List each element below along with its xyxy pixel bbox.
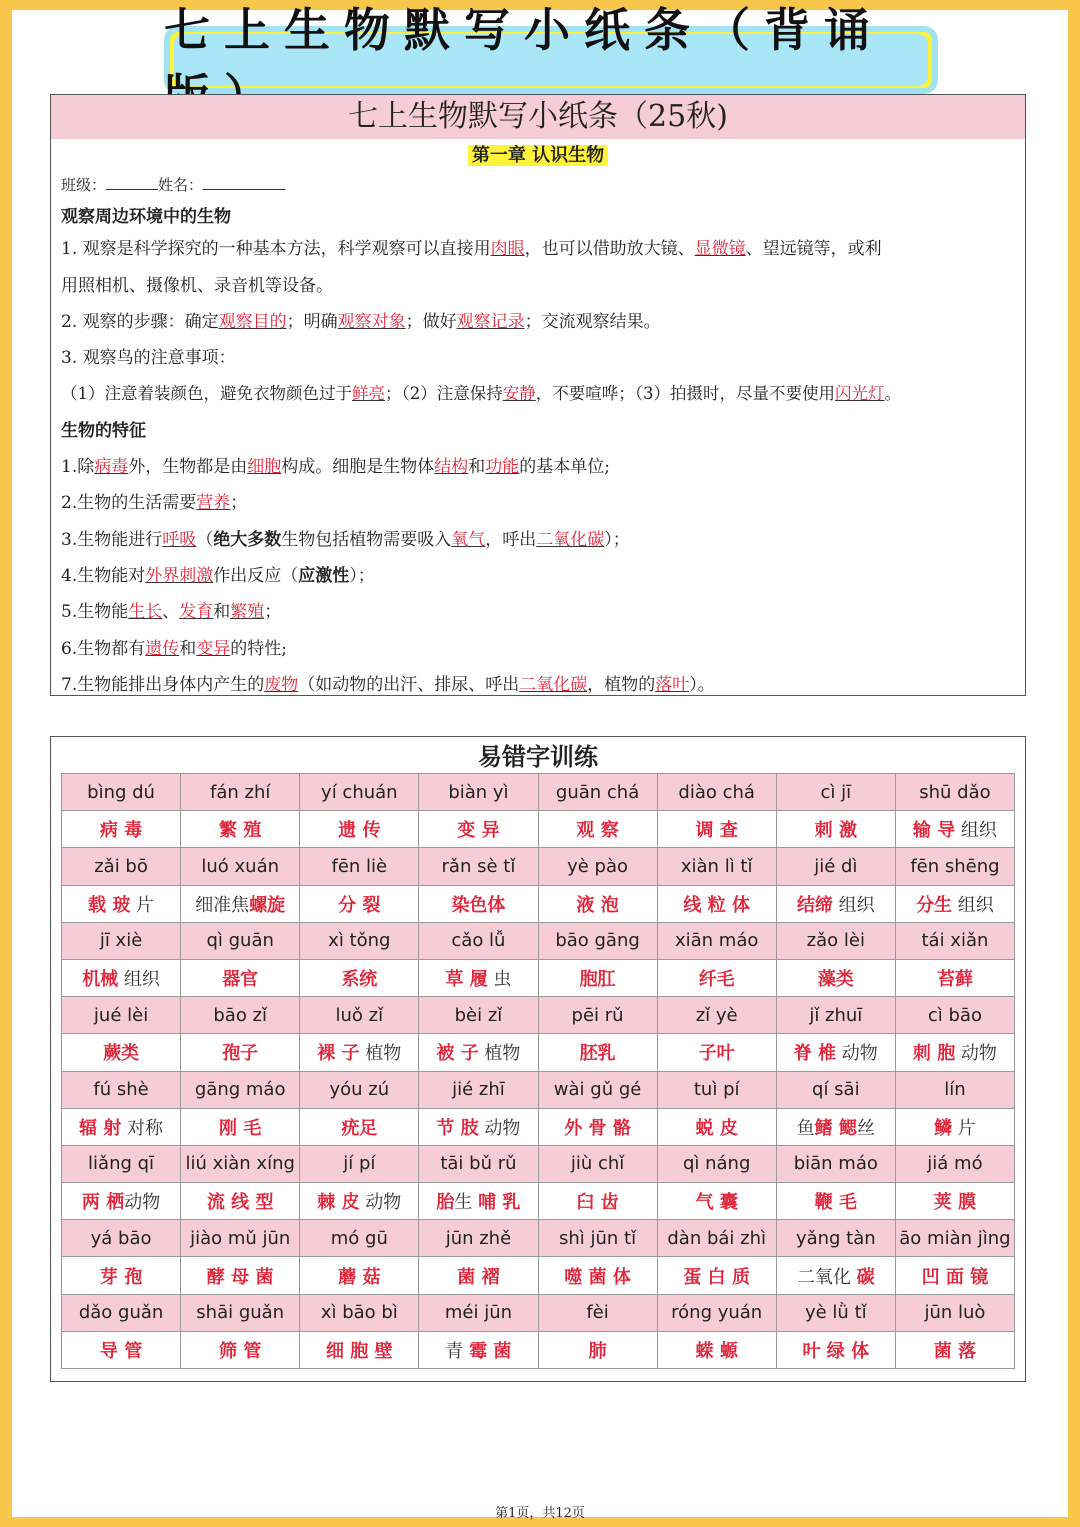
pinyin-cell: guān chá: [538, 774, 657, 811]
hanzi-cell: 被 子 植物: [419, 1034, 538, 1071]
pinyin-row: [62, 1071, 1015, 1108]
pinyin-cell: āo miàn jìng: [895, 1220, 1014, 1257]
pinyin-cell: jí pí: [300, 1145, 419, 1182]
hanzi-cell: 肺: [538, 1331, 657, 1368]
pinyin-cell: shāi guǎn: [181, 1294, 300, 1331]
text-line: 4.生物能对外界刺激作出反应（应激性）；: [61, 565, 375, 586]
pinyin-cell: xiàn lì tǐ: [657, 848, 776, 885]
pinyin-cell: fán zhí: [181, 774, 300, 811]
hanzi-row: [62, 1108, 1015, 1145]
pinyin-cell: cì bāo: [895, 997, 1014, 1034]
text-line: 3. 观察鸟的注意事项：: [61, 348, 236, 369]
text-line: 1.除病毒外，生物都是由细胞构成。细胞是生物体结构和功能的基本单位;: [61, 457, 610, 478]
answer: 发育: [179, 602, 214, 623]
pinyin-row: [62, 1294, 1015, 1331]
hanzi-cell: 刚 毛: [181, 1108, 300, 1145]
pinyin-row: [62, 1145, 1015, 1182]
pinyin-cell: róng yuán: [657, 1294, 776, 1331]
pinyin-cell: qì náng: [657, 1145, 776, 1182]
pinyin-cell: jiù chǐ: [538, 1145, 657, 1182]
hanzi-cell: 芽 孢: [62, 1257, 181, 1294]
hanzi-cell: 蛋 白 质: [657, 1257, 776, 1294]
pinyin-cell: xì bāo bì: [300, 1294, 419, 1331]
pinyin-cell: jūn zhě: [419, 1220, 538, 1257]
hanzi-cell: 蘑 菇: [300, 1257, 419, 1294]
sheet-title: 七上生物默写小纸条（25秋): [51, 95, 1025, 139]
pinyin-cell: gāng máo: [181, 1071, 300, 1108]
pinyin-cell: bèi zǐ: [419, 997, 538, 1034]
pinyin-cell: qì guān: [181, 922, 300, 959]
hanzi-cell: 苔藓: [895, 959, 1014, 996]
pinyin-cell: jūn luò: [895, 1294, 1014, 1331]
hanzi-cell: 荚 膜: [895, 1183, 1014, 1220]
hanzi-row: [62, 959, 1015, 996]
pinyin-cell: fēn liè: [300, 848, 419, 885]
pinyin-cell: dǎo guǎn: [62, 1294, 181, 1331]
text-line: 3.生物能进行呼吸（绝大多数生物包括植物需要吸入氧气，呼出二氧化碳）；: [61, 529, 630, 550]
pinyin-cell: wài gǔ gé: [538, 1071, 657, 1108]
pinyin-cell: jǐ zhuī: [776, 997, 895, 1034]
text-line: 2.生物的生活需要营养；: [61, 493, 248, 514]
answer: 显微镜: [694, 239, 746, 260]
hanzi-cell: 导 管: [62, 1331, 181, 1368]
hanzi-cell: 菌 褶: [419, 1257, 538, 1294]
hanzi-cell: 孢子: [181, 1034, 300, 1071]
drill-table: [61, 773, 1015, 1369]
text-line: 2. 观察的步骤：确定观察目的；明确观察对象；做好观察记录；交流观察结果。: [61, 311, 661, 332]
hanzi-cell: 噬 菌 体: [538, 1257, 657, 1294]
hanzi-cell: 流 线 型: [181, 1183, 300, 1220]
hanzi-cell: 筛 管: [181, 1331, 300, 1368]
hanzi-cell: 输 导 组织: [895, 811, 1014, 848]
hanzi-cell: 叶 绿 体: [776, 1331, 895, 1368]
name-blank: [203, 176, 285, 190]
answer: 安静: [502, 384, 536, 404]
class-blank: [106, 176, 158, 190]
hanzi-cell: 细 胞 壁: [300, 1331, 419, 1368]
pinyin-cell: jué lèi: [62, 997, 181, 1034]
hanzi-cell: 器官: [181, 959, 300, 996]
banner-title: 七上生物默写小纸条（背诵: [164, 3, 884, 57]
hanzi-cell: 分 裂: [300, 885, 419, 922]
answer: 闪光灯: [835, 384, 885, 404]
pinyin-cell: bāo gāng: [538, 922, 657, 959]
hanzi-cell: 刺 激: [776, 811, 895, 848]
title-banner: [164, 3, 938, 94]
answer: 功能: [485, 457, 520, 478]
hanzi-cell: 气 囊: [657, 1183, 776, 1220]
pinyin-cell: bìng dú: [62, 774, 181, 811]
hanzi-cell: 蜕 皮: [657, 1108, 776, 1145]
drill-title: 易错字训练: [478, 743, 598, 771]
hanzi-cell: 结缔 组织: [776, 885, 895, 922]
hanzi-cell: 线 粒 体: [657, 885, 776, 922]
pinyin-cell: mó gū: [300, 1220, 419, 1257]
pinyin-cell: yóu zú: [300, 1071, 419, 1108]
hanzi-row: [62, 811, 1015, 848]
pinyin-cell: jī xiè: [62, 922, 181, 959]
hanzi-row: [62, 1183, 1015, 1220]
text-line: 6.生物都有遗传和变异的特性;: [61, 638, 287, 659]
hanzi-cell: 鱼鳍 鳃丝: [776, 1108, 895, 1145]
hanzi-cell: 蝾 螈: [657, 1331, 776, 1368]
pinyin-cell: xì tǒng: [300, 922, 419, 959]
answer: 落叶: [655, 674, 690, 695]
hanzi-row: [62, 1331, 1015, 1368]
pinyin-row: [62, 997, 1015, 1034]
pinyin-cell: luó xuán: [181, 848, 300, 885]
hanzi-cell: 机械 组织: [62, 959, 181, 996]
hanzi-cell: 鳞 片: [895, 1108, 1014, 1145]
answer: 营养: [196, 493, 231, 514]
answer: 观察目的: [218, 311, 287, 332]
pinyin-cell: liǎng qī: [62, 1145, 181, 1182]
answer: 结构: [434, 457, 469, 478]
answer: 细胞: [247, 457, 282, 478]
text-line: 5.生物能生长、发育和繁殖；: [61, 602, 282, 623]
pinyin-cell: lín: [895, 1071, 1014, 1108]
pinyin-cell: pēi rǔ: [538, 997, 657, 1034]
pinyin-cell: fú shè: [62, 1071, 181, 1108]
answer: 变异: [196, 638, 231, 659]
answer: 废物: [264, 674, 299, 695]
typo-drill: [50, 736, 1026, 1382]
hanzi-cell: 凹 面 镜: [895, 1257, 1014, 1294]
answer: 外界刺激: [145, 565, 214, 586]
hanzi-cell: 节 肢 动物: [419, 1108, 538, 1145]
hanzi-cell: 调 查: [657, 811, 776, 848]
hanzi-cell: 变 异: [419, 811, 538, 848]
pinyin-cell: yǎng tàn: [776, 1220, 895, 1257]
hanzi-cell: 染色体: [419, 885, 538, 922]
pinyin-cell: zǎo lèi: [776, 922, 895, 959]
pinyin-cell: yí chuán: [300, 774, 419, 811]
pinyin-cell: shū dǎo: [895, 774, 1014, 811]
pinyin-row: [62, 774, 1015, 811]
hanzi-cell: 酵 母 菌: [181, 1257, 300, 1294]
hanzi-cell: 裸 子 植物: [300, 1034, 419, 1071]
section-heading: 生物的特征: [61, 420, 146, 441]
class-name-line: 班级： 姓名：: [61, 167, 1015, 203]
text-line: 用照相机、摄像机、录音机等设备。: [61, 275, 333, 296]
hanzi-row: [62, 885, 1015, 922]
chapter-heading: 第一章 认识生物: [51, 141, 1025, 167]
pinyin-cell: dàn bái zhì: [657, 1220, 776, 1257]
pinyin-row: [62, 922, 1015, 959]
hanzi-cell: 刺 胞 动物: [895, 1034, 1014, 1071]
hanzi-cell: 外 骨 骼: [538, 1108, 657, 1145]
pinyin-cell: diào chá: [657, 774, 776, 811]
pinyin-cell: yè lǜ tǐ: [776, 1294, 895, 1331]
answer: 肉眼: [490, 239, 525, 260]
pinyin-row: [62, 1220, 1015, 1257]
hanzi-cell: 载 玻 片: [62, 885, 181, 922]
hanzi-cell: 菌 落: [895, 1331, 1014, 1368]
hanzi-cell: 系统: [300, 959, 419, 996]
pinyin-cell: jiá mó: [895, 1145, 1014, 1182]
pinyin-cell: qí sāi: [776, 1071, 895, 1108]
pinyin-cell: jiào mǔ jūn: [181, 1220, 300, 1257]
hanzi-cell: 液 泡: [538, 885, 657, 922]
pinyin-cell: jié zhī: [419, 1071, 538, 1108]
pinyin-cell: luǒ zǐ: [300, 997, 419, 1034]
hanzi-cell: 胚乳: [538, 1034, 657, 1071]
pinyin-cell: yá bāo: [62, 1220, 181, 1257]
hanzi-cell: 纤毛: [657, 959, 776, 996]
pinyin-cell: zǎi bō: [62, 848, 181, 885]
hanzi-cell: 胞肛: [538, 959, 657, 996]
hanzi-cell: 辐 射 对称: [62, 1108, 181, 1145]
text-line: （1）注意着装颜色，避免衣物颜色过于鲜亮；（2）注意保持安静，不要喧哗；（3）拍摄时，尽量不要使用闪光灯。: [61, 384, 901, 404]
hanzi-cell: 病 毒: [62, 811, 181, 848]
answer: 观察对象: [337, 311, 406, 332]
hanzi-cell: 细准焦螺旋: [181, 885, 300, 922]
answer: 二氧化碳: [536, 529, 605, 550]
pinyin-cell: fēn shēng: [895, 848, 1014, 885]
hanzi-cell: 分生 组织: [895, 885, 1014, 922]
hanzi-cell: 棘 皮 动物: [300, 1183, 419, 1220]
pinyin-cell: cì jī: [776, 774, 895, 811]
hanzi-cell: 胎生 哺 乳: [419, 1183, 538, 1220]
answer: 二氧化碳: [519, 674, 588, 695]
pinyin-cell: shì jūn tǐ: [538, 1220, 657, 1257]
pinyin-cell: tāi bǔ rǔ: [419, 1145, 538, 1182]
hanzi-cell: 两 栖动物: [62, 1183, 181, 1220]
hanzi-cell: 脊 椎 动物: [776, 1034, 895, 1071]
pinyin-cell: fèi: [538, 1294, 657, 1331]
answer: 氧气: [451, 529, 486, 550]
hanzi-cell: 青 霉 菌: [419, 1331, 538, 1368]
pinyin-cell: biān máo: [776, 1145, 895, 1182]
hanzi-row: [62, 1034, 1015, 1071]
hanzi-row: [62, 1257, 1015, 1294]
pinyin-cell: rǎn sè tǐ: [419, 848, 538, 885]
answer: 遗传: [145, 638, 180, 659]
pinyin-cell: xiān máo: [657, 922, 776, 959]
hanzi-cell: 臼 齿: [538, 1183, 657, 1220]
answer: 生长: [128, 602, 163, 623]
hanzi-cell: 鞭 毛: [776, 1183, 895, 1220]
dictation-sheet: [50, 94, 1026, 696]
answer: 呼吸: [162, 529, 197, 550]
page-footer: 第1页，共12页: [495, 1506, 585, 1521]
answer: 病毒: [94, 457, 129, 478]
pinyin-cell: zǐ yè: [657, 997, 776, 1034]
pinyin-row: [62, 848, 1015, 885]
pinyin-cell: méi jūn: [419, 1294, 538, 1331]
text-line: 1. 观察是科学探究的一种基本方法，科学观察可以直接用肉眼，也可以借助放大镜、显微镜、望远镜等，或利: [61, 239, 882, 260]
hanzi-cell: 繁 殖: [181, 811, 300, 848]
answer: 观察记录: [456, 311, 525, 332]
hanzi-cell: 子叶: [657, 1034, 776, 1071]
hanzi-cell: 遗 传: [300, 811, 419, 848]
hanzi-cell: 疣足: [300, 1108, 419, 1145]
answer: 繁殖: [230, 602, 265, 623]
pinyin-cell: jié dì: [776, 848, 895, 885]
pinyin-cell: biàn yì: [419, 774, 538, 811]
hanzi-cell: 观 察: [538, 811, 657, 848]
hanzi-cell: 二氧化 碳: [776, 1257, 895, 1294]
pinyin-cell: cǎo lǚ: [419, 922, 538, 959]
pinyin-cell: tái xiǎn: [895, 922, 1014, 959]
pinyin-cell: yè pào: [538, 848, 657, 885]
pinyin-cell: tuì pí: [657, 1071, 776, 1108]
pinyin-cell: liú xiàn xíng: [181, 1145, 300, 1182]
section-heading: 观察周边环境中的生物: [61, 207, 231, 228]
text-line: 7.生物能排出身体内产生的废物（如动物的出汗、排尿、呼出二氧化碳，植物的落叶）。: [61, 674, 715, 695]
pinyin-cell: bāo zǐ: [181, 997, 300, 1034]
answer: 鲜亮: [352, 384, 385, 404]
hanzi-cell: 草 履 虫: [419, 959, 538, 996]
hanzi-cell: 蕨类: [62, 1034, 181, 1071]
hanzi-cell: 藻类: [776, 959, 895, 996]
